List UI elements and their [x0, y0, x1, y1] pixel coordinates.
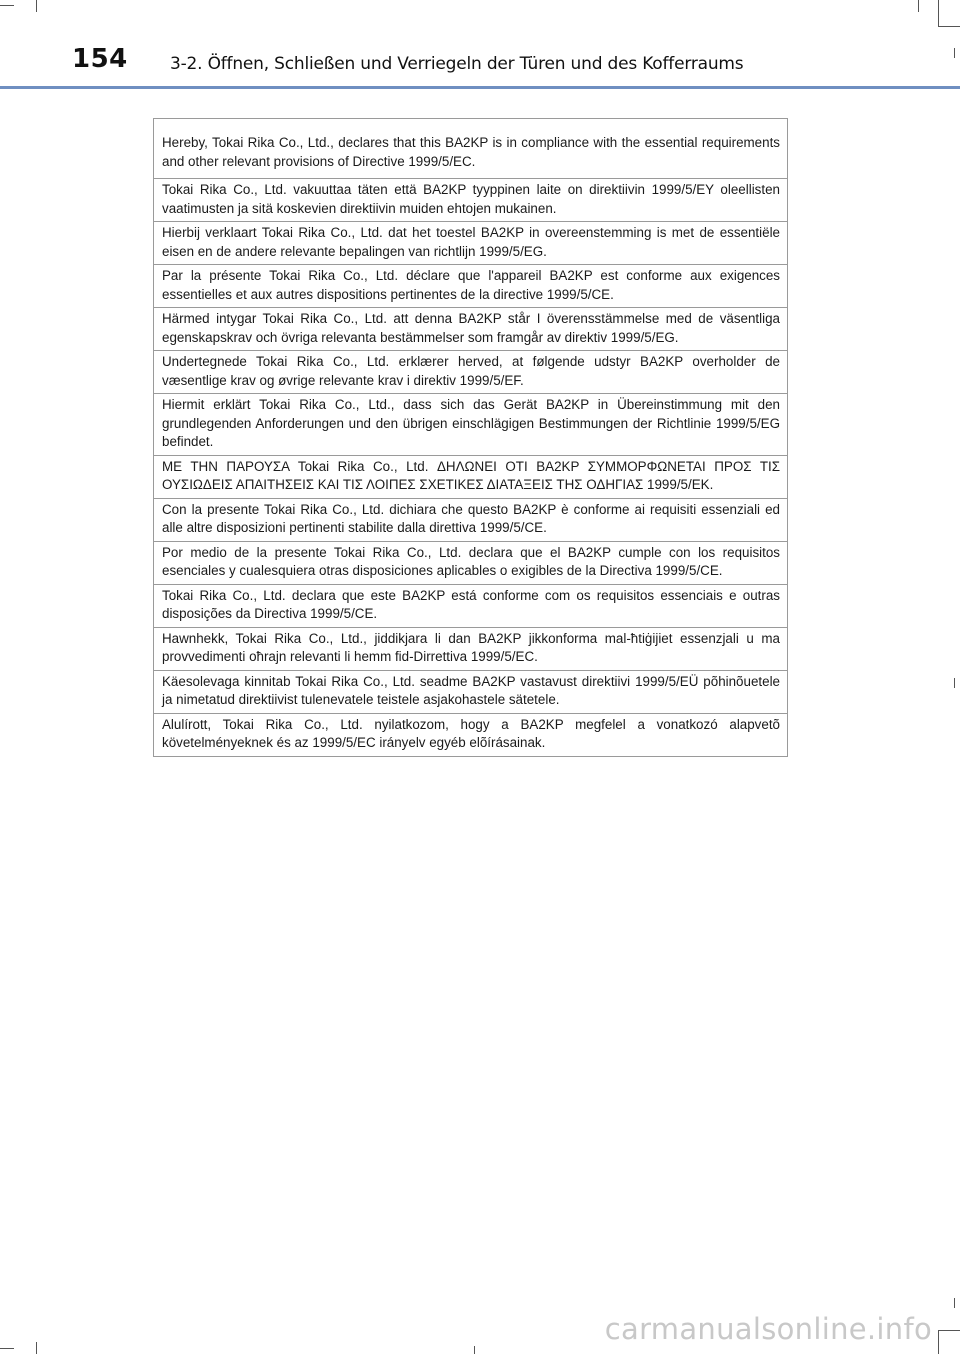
declaration-german: Hiermit erklärt Tokai Rika Co., Ltd., dass sich das Gerät BA2KP in Übereinstimmung mit den grundlegenden Anforderungen und den übrigen einschlägigen Bestimmungen der Richtlinie 1999/5/EG befindet.: [154, 394, 788, 456]
declaration-french: Par la présente Tokai Rika Co., Ltd. déclare que l'appareil BA2KP est conforme aux exigences essentielles et aux autres dispositions pertinentes de la directive 1999/5/CE.: [154, 265, 788, 308]
crop-mark: [36, 1342, 37, 1354]
declaration-table: [153, 118, 788, 757]
table-row: [154, 308, 788, 351]
table-row: [154, 394, 788, 456]
declaration-swedish: Härmed intygar Tokai Rika Co., Ltd. att denna BA2KP står I överensstämmelse med de väsentliga egenskapskrav och övriga relevanta bestämmelser som framgår av direktiv 1999/5/EG.: [154, 308, 788, 351]
crop-mark: [938, 1330, 960, 1331]
table-row: [154, 541, 788, 584]
section-title: 3-2. Öffnen, Schließen und Verriegeln der Türen und des Kofferraums: [170, 54, 744, 74]
header-rule: [0, 86, 960, 89]
table-row: [154, 455, 788, 498]
declaration-estonian: Käesolevaga kinnitab Tokai Rika Co., Ltd. seadme BA2KP vastavust direktiivi 1999/5/EÜ põhinõuetele ja nimetatud direktiivist tulenevatele teistele asjakohastele sätetele.: [154, 670, 788, 713]
crop-mark: [0, 1348, 14, 1349]
table-row: [154, 179, 788, 222]
declaration-english: Hereby, Tokai Rika Co., Ltd., declares that this BA2KP is in compliance with the essential requirements and other relevant provisions of Directive 1999/5/EC.: [154, 119, 788, 179]
table-row: [154, 670, 788, 713]
table-row: [154, 713, 788, 756]
crop-mark: [954, 678, 955, 688]
declaration-spanish: Por medio de la presente Tokai Rika Co., Ltd. declara que el BA2KP cumple con los requisitos esenciales y cualesquiera otras disposiciones aplicables o exigibles de la Directiva 1999/5/CE.: [154, 541, 788, 584]
table-row: [154, 222, 788, 265]
declaration-portuguese: Tokai Rika Co., Ltd. declara que este BA2KP está conforme com os requisitos essenciais e outras disposições da Directiva 1999/5/CE.: [154, 584, 788, 627]
crop-mark: [954, 1298, 955, 1308]
table-row: [154, 265, 788, 308]
declaration-hungarian: Alulírott, Tokai Rika Co., Ltd. nyilatkozom, hogy a BA2KP megfelel a vonatkozó alapvetõ követelményeknek és az 1999/5/EC irányelv egyéb elõírásainak.: [154, 713, 788, 756]
table-row: [154, 498, 788, 541]
crop-mark: [938, 1330, 939, 1354]
declaration-dutch: Hierbij verklaart Tokai Rika Co., Ltd. dat het toestel BA2KP in overeenstemming is met de essentiële eisen en de andere relevante bepalingen van richtlijn 1999/5/EG.: [154, 222, 788, 265]
page-number: 154: [72, 44, 128, 74]
declaration-danish: Undertegnede Tokai Rika Co., Ltd. erklærer herved, at følgende udstyr BA2KP overholder de væsentlige krav og øvrige relevante krav i direktiv 1999/5/EF.: [154, 351, 788, 394]
page-header: [0, 0, 960, 92]
declaration-maltese: Hawnhekk, Tokai Rika Co., Ltd., jiddikjara li dan BA2KP jikkonforma mal-ħtiġijiet essenzjali u ma provvedimenti oħrajn relevanti li hemm fid-Dirrettiva 1999/5/EC.: [154, 627, 788, 670]
declaration-finnish: Tokai Rika Co., Ltd. vakuuttaa täten että BA2KP tyyppinen laite on direktiivin 1999/5/EY oleellisten vaatimusten ja sitä koskevien direktiivin muiden ehtojen mukainen.: [154, 179, 788, 222]
watermark: carmanualsonline.info: [604, 1312, 932, 1346]
declaration-italian: Con la presente Tokai Rika Co., Ltd. dichiara che questo BA2KP è conforme ai requisiti essenziali ed alle altre disposizioni pertinenti stabilite dalla direttiva 1999/5/CE.: [154, 498, 788, 541]
table-row: [154, 351, 788, 394]
crop-mark: [474, 1346, 475, 1354]
table-row: [154, 119, 788, 179]
table-row: [154, 627, 788, 670]
declaration-greek: ΜΕ ΤΗΝ ΠΑΡΟΥΣΑ Tokai Rika Co., Ltd. ΔΗΛΩΝΕΙ ΟΤΙ BA2KP ΣΥΜΜΟΡΦΩΝΕΤΑΙ ΠΡΟΣ ΤΙΣ ΟΥΣΙΩΔΕΙΣ ΑΠΑΙΤΗΣΕΙΣ ΚΑΙ ΤΙΣ ΛΟΙΠΕΣ ΣΧΕΤΙΚΕΣ ΔΙΑΤΑΞΕΙΣ ΤΗΣ ΟΔΗΓΙΑΣ 1999/5/ΕΚ.: [154, 455, 788, 498]
table-row: [154, 584, 788, 627]
